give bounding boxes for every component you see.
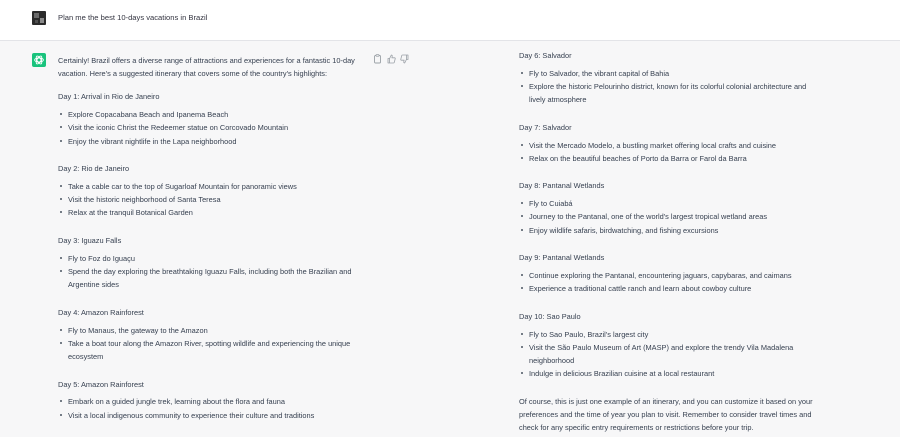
user-message-row — [0, 0, 900, 41]
thumbs-up-icon[interactable] — [387, 54, 396, 64]
list-item: Fly to Sao Paulo, Brazil's largest city — [519, 328, 824, 341]
list-item: Visit a local indigenous community to experience their culture and traditions — [58, 409, 368, 422]
list-item: Visit the historic neighborhood of Santa Teresa — [58, 193, 368, 206]
day-activities — [519, 269, 824, 295]
day-title: Day 6: Salvador — [519, 51, 572, 60]
day-title: Day 5: Amazon Rainforest — [58, 379, 144, 389]
day-activities — [519, 139, 824, 165]
user-avatar — [32, 11, 46, 25]
day-title: Day 8: Pantanal Wetlands — [519, 181, 605, 191]
list-item: Take a boat tour along the Amazon River, spotting wildlife and experiencing the unique ecosystem — [58, 337, 368, 363]
day-title: Day 10: Sao Paulo — [519, 311, 581, 321]
response-column-left — [58, 54, 368, 426]
list-item: Embark on a guided jungle trek, learning about the flora and fauna — [58, 395, 368, 408]
day-activities — [519, 67, 824, 107]
list-item: Fly to Manaus, the gateway to the Amazon — [58, 324, 368, 337]
list-item: Explore Copacabana Beach and Ipanema Beach — [58, 108, 368, 121]
day-title: Day 2: Rio de Janeiro — [58, 164, 130, 174]
list-item: Relax at the tranquil Botanical Garden — [58, 206, 368, 219]
day-activities — [58, 180, 368, 220]
list-item: Fly to Foz do Iguaçu — [58, 252, 368, 265]
list-item: Fly to Salvador, the vibrant capital of Bahia — [519, 67, 824, 80]
clipboard-icon[interactable] — [373, 54, 382, 64]
day-activities — [58, 108, 368, 148]
assistant-message-row — [0, 41, 900, 437]
day-activities — [519, 197, 824, 237]
list-item: Experience a traditional cattle ranch and learn about cowboy culture — [519, 282, 824, 295]
day-activities — [58, 252, 368, 292]
response-column-right — [519, 49, 824, 434]
list-item: Relax on the beautiful beaches of Porto da Barra or Farol da Barra — [519, 152, 824, 165]
list-item: Continue exploring the Pantanal, encountering jaguars, capybaras, and caimans — [519, 269, 824, 282]
outro-paragraph: Of course, this is just one example of an itinerary, and you can customize it based on your preferences and the time of year you plan to visit. Remember to consider travel times and check for any specific entry requirements or restrictions before your trip. — [519, 396, 813, 433]
day-title: Day 1: Arrival in Rio de Janeiro — [58, 92, 160, 102]
user-message-text: Plan me the best 10-days vacations in Brazil — [58, 13, 208, 22]
day-activities — [58, 395, 368, 421]
day-title: Day 3: Iguazu Falls — [58, 236, 122, 246]
list-item: Indulge in delicious Brazilian cuisine at a local restaurant — [519, 367, 824, 380]
intro-paragraph: Certainly! Brazil offers a diverse range of attractions and experiences for a fantastic 10-day vacation. Here's a suggested itinerary that covers some of the country's highlights: — [58, 56, 355, 79]
list-item: Enjoy wildlife safaris, birdwatching, and fishing excursions — [519, 224, 824, 237]
thumbs-down-icon[interactable] — [400, 54, 409, 64]
list-item: Spend the day exploring the breathtaking Iguazu Falls, including both the Brazilian and Argentine sides — [58, 265, 368, 291]
day-title: Day 4: Amazon Rainforest — [58, 307, 144, 317]
list-item: Enjoy the vibrant nightlife in the Lapa neighborhood — [58, 135, 368, 148]
list-item: Explore the historic Pelourinho district, known for its colorful colonial architecture and lively atmosphere — [519, 80, 824, 106]
list-item: Take a cable car to the top of Sugarloaf Mountain for panoramic views — [58, 180, 368, 193]
list-item: Visit the Mercado Modelo, a bustling market offering local crafts and cuisine — [519, 139, 824, 152]
day-activities — [58, 324, 368, 364]
list-item: Visit the iconic Christ the Redeemer statue on Corcovado Mountain — [58, 121, 368, 134]
day-activities — [519, 328, 824, 381]
list-item: Visit the São Paulo Museum of Art (MASP) and explore the trendy Vila Madalena neighborhood — [519, 341, 824, 367]
list-item: Fly to Cuiabá — [519, 197, 824, 210]
list-item: Journey to the Pantanal, one of the world's largest tropical wetland areas — [519, 210, 824, 223]
openai-logo-icon — [32, 53, 46, 67]
day-title: Day 7: Salvador — [519, 122, 572, 132]
day-title: Day 9: Pantanal Wetlands — [519, 253, 605, 263]
